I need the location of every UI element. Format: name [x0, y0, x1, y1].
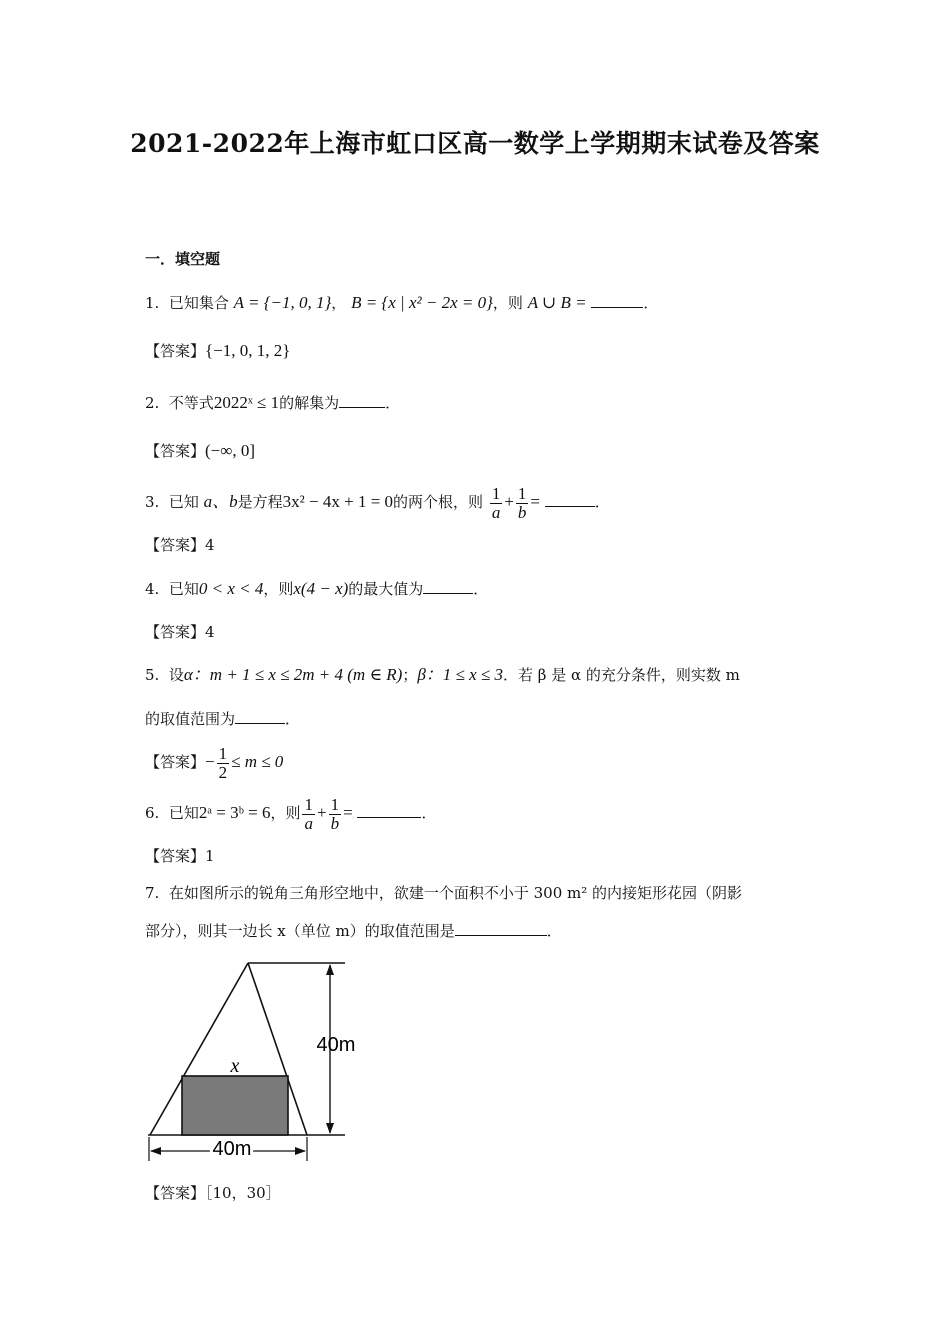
question-number: 7.	[145, 884, 160, 902]
question-number: 2.	[145, 394, 160, 412]
math-equation: 2ᵃ = 3ᵇ = 6	[198, 803, 271, 822]
question-4: 4. 已知0 < x < 4，则x(4 − x)的最大值为 ．	[145, 579, 489, 598]
question-7-line-2: 部分），则其一边长 x（单位 m）的取值范围是 ．	[145, 922, 562, 940]
answer-value: (−∞, 0]	[205, 441, 256, 460]
fraction-1-over-a: $\frac{1}{a}$	[491, 483, 501, 522]
answer-value: 1	[205, 847, 215, 865]
question-6: 6. 已知2ᵃ = 3ᵇ = 6，则 $\frac{1}{a}$ + $\frac{1}{b}$ = ．	[145, 794, 437, 833]
answer-7	[145, 1182, 281, 1204]
answer-1	[145, 340, 290, 362]
answer-blank	[591, 293, 643, 308]
base-arrow-left	[150, 1147, 161, 1155]
math-beta: β：1 ≤ x ≤ 3	[417, 665, 504, 684]
answer-blank	[423, 579, 473, 594]
height-arrow-down	[326, 1123, 334, 1134]
label-height: 40m	[316, 1034, 356, 1056]
answer-label: 【答案】	[145, 442, 206, 460]
answer-value: 4	[205, 536, 215, 554]
section-heading: 一．填空题	[145, 250, 221, 268]
question-number: 1.	[145, 294, 160, 312]
fraction-1-over-b: $\frac{1}{b}$	[517, 483, 527, 522]
answer-value: {−1, 0, 1, 2}	[205, 341, 291, 360]
answer-3	[145, 534, 215, 556]
math-expression: A ∪ B =	[527, 293, 587, 312]
fraction-1-over-a: $\frac{1}{a}$	[304, 794, 313, 833]
answer-label: 【答案】	[145, 1184, 206, 1202]
answer-value: ≤ m ≤ 0	[231, 752, 284, 771]
answer-4	[145, 621, 215, 643]
label-x: x	[230, 1055, 240, 1077]
garden-rectangle	[182, 1076, 288, 1135]
label-base: 40m	[212, 1138, 252, 1160]
answer-blank	[455, 921, 547, 936]
answer-blank	[339, 393, 385, 408]
answer-value: ［10，30］	[205, 1184, 281, 1202]
question-1: 1. 已知集合 A = {−1, 0, 1}， B = {x | x² − 2x = 0}，则 A ∪ B = ．	[145, 293, 659, 312]
math-alpha: α：m + 1 ≤ x ≤ 2m + 4 (m ∈ R)	[183, 665, 403, 684]
answer-blank	[235, 709, 285, 724]
height-arrow-up	[326, 964, 334, 975]
answer-6	[145, 845, 215, 867]
answer-blank	[357, 803, 421, 818]
base-arrow-right	[295, 1147, 306, 1155]
question-number: 5.	[145, 666, 160, 684]
question-number: 6.	[145, 804, 160, 822]
question-5-line-2: 的取值范围为 ．	[145, 710, 301, 728]
answer-value: 4	[205, 623, 215, 641]
math-expression: x(4 − x)	[293, 579, 349, 598]
answer-5: 【答案】− $\frac{1}{2}$ ≤ m ≤ 0	[145, 743, 284, 782]
fraction-1-over-2: $\frac{1}{2}$	[218, 743, 228, 782]
question-2: 2. 不等式2022ˣ ≤ 1的解集为 ．	[145, 393, 401, 412]
math-set-b: B = {x | x² − 2x = 0}	[351, 293, 493, 312]
triangle-garden-figure	[140, 955, 365, 1165]
answer-blank	[545, 492, 595, 507]
question-3: 3. 已知 a、b是方程3x² − 4x + 1 = 0的两个根，则 $\frac{1}{a}$ + $\frac{1}{b}$ = ．	[145, 483, 610, 522]
answer-2	[145, 440, 255, 462]
math-equation: 3x² − 4x + 1 = 0	[282, 492, 394, 511]
question-5: 5. 设α：m + 1 ≤ x ≤ 2m + 4 (m ∈ R)；β：1 ≤ x ≤ 3．若 β 是 α 的充分条件，则实数 m	[145, 665, 740, 684]
fraction-1-over-b: $\frac{1}{b}$	[330, 794, 340, 833]
answer-label: 【答案】	[145, 536, 206, 554]
document-title: 2021-2022年上海市虹口区高一数学上学期期末试卷及答案	[130, 129, 820, 158]
answer-label: 【答案】	[145, 753, 206, 771]
question-7: 7. 在如图所示的锐角三角形空地中，欲建一个面积不小于 300 m² 的内接矩形花园（阴影	[145, 884, 743, 902]
math-set-a: A = {−1, 0, 1}	[233, 293, 332, 312]
math-expression: 2022ˣ ≤ 1	[213, 393, 280, 412]
answer-label: 【答案】	[145, 847, 206, 865]
answer-label: 【答案】	[145, 342, 206, 360]
answer-label: 【答案】	[145, 623, 206, 641]
question-number: 3.	[145, 493, 160, 511]
question-number: 4.	[145, 580, 160, 598]
